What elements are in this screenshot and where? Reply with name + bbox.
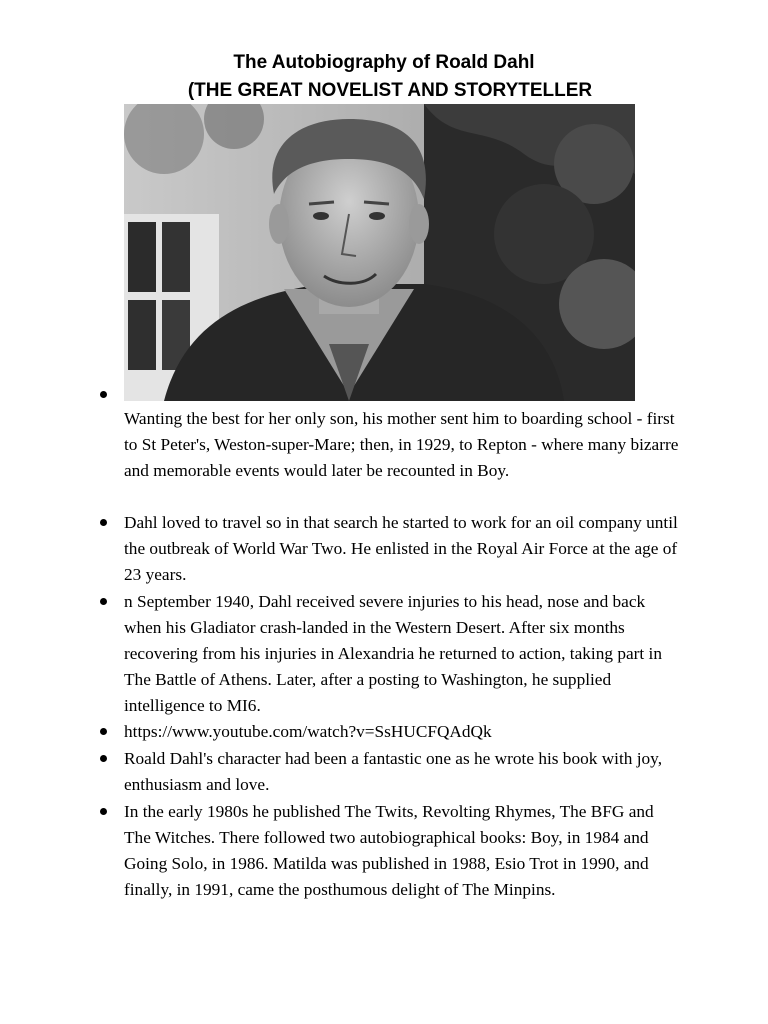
bullet-icon bbox=[100, 519, 107, 526]
bullet-icon bbox=[100, 598, 107, 605]
bullet-list: Wanting the best for her only son, his mother sent him to boarding school - first to St Peter's, Weston-super-Mare; then, in 1929, to Repton - where many bizarre and memorable events would later be recounted in Boy. Dahl loved to travel so in that search he started to work for an oil company until the outbreak of World War Two. He enlisted in the Royal Air Force at the age of 23 years. n September 1940, Dahl received severe injuries to his head, nose and back when his Gladiator crash-landed in the Western Desert. After six months recovering from his injuries in Alexandria he returned to action, taking part in The Battle of Athens. Later, after a posting to Washington, he supplied intelligence to MI6. https://www.youtube.com/watch?v=SsHUCFQAdQk Roald Dahl's character had been a fantastic one as he wrote his book with joy, enthusiasm and love. In the early 1980s he published The Twits, Revolting Rhymes, The BFG and The Witches. There followed two autobiographical books: Boy, in 1984 and Going Solo, in 1986. Matilda was published in 1988, Esio Trot in 1990, and finally, in 1991, came the posthumous delight of The Minpins. bbox=[0, 0, 768, 1024]
document-title: The Autobiography of Roald Dahl bbox=[233, 52, 535, 73]
bullet-icon bbox=[100, 391, 107, 398]
document-subtitle: (THE GREAT NOVELIST AND STORYTELLER bbox=[187, 80, 593, 101]
youtube-link[interactable]: https://www.youtube.com/watch?v=SsHUCFQAdQk bbox=[124, 722, 492, 741]
bullet-icon bbox=[100, 808, 107, 815]
bullet-icon bbox=[100, 728, 107, 735]
bullet-icon bbox=[100, 755, 107, 762]
